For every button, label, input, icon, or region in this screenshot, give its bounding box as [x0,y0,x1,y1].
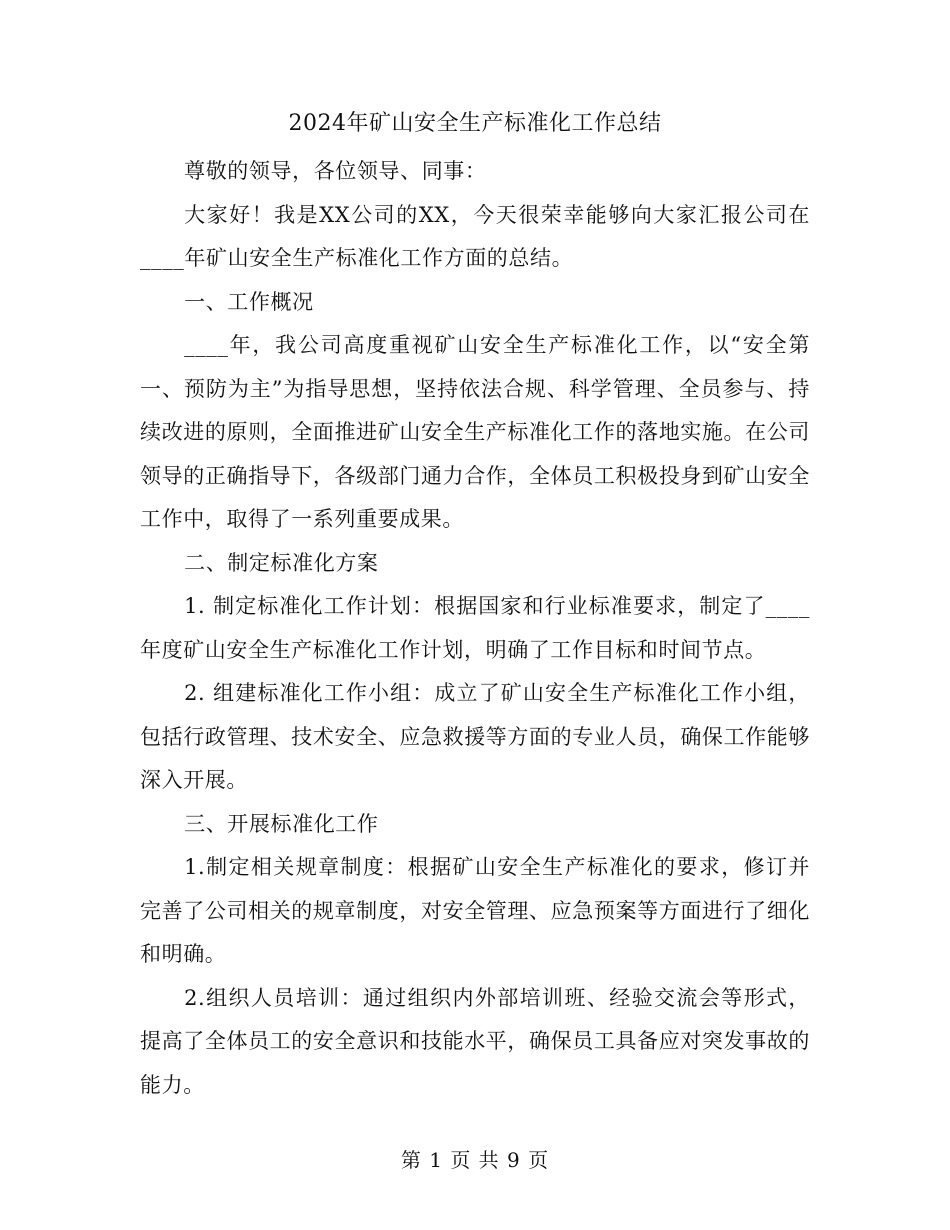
section-heading-work: 三、开展标准化工作 [184,811,379,836]
plan-item-1: 1. 制定标准化工作计划：根据国家和行业标准要求，制定了____年度矿山安全生产标准化工作计划，明确了工作目标和时间节点。 [140,594,810,662]
greeting-paragraph: 大家好！我是XX公司的XX，今天很荣幸能够向大家汇报公司在____年矿山安全生产标准化工作方面的总结。 [140,202,810,270]
section-heading-overview: 一、工作概况 [184,289,314,314]
document-title: 2024年矿山安全生产标准化工作总结 [288,111,662,136]
page-number-footer: 第 1 页 共 9 页 [400,1148,550,1172]
plan-item-2: 2. 组建标准化工作小组：成立了矿山安全生产标准化工作小组，包括行政管理、技术安全、应急救援等方面的专业人员，确保工作能够深入开展。 [140,681,810,792]
work-item-1: 1.制定相关规章制度：根据矿山安全生产标准化的要求，修订并完善了公司相关的规章制度，对安全管理、应急预案等方面进行了细化和明确。 [140,855,810,966]
document-body [140,150,810,1107]
section-heading-plan: 二、制定标准化方案 [184,550,379,575]
salutation-paragraph: 尊敬的领导，各位领导、同事： [184,159,487,183]
overview-paragraph: ____年，我公司高度重视矿山安全生产标准化工作，以“安全第一、预防为主”为指导思想，坚持依法合规、科学管理、全员参与、持续改进的原则，全面推进矿山安全生产标准化工作的落地实施。在公司领导的正确指导下，各级部门通力合作，全体员工积极投身到矿山安全工作中，取得了一系列重要成果。 [140,333,810,531]
work-item-2: 2.组织人员培训：通过组织内外部培训班、经验交流会等形式，提高了全体员工的安全意识和技能水平，确保员工具备应对突发事故的能力。 [140,985,810,1097]
